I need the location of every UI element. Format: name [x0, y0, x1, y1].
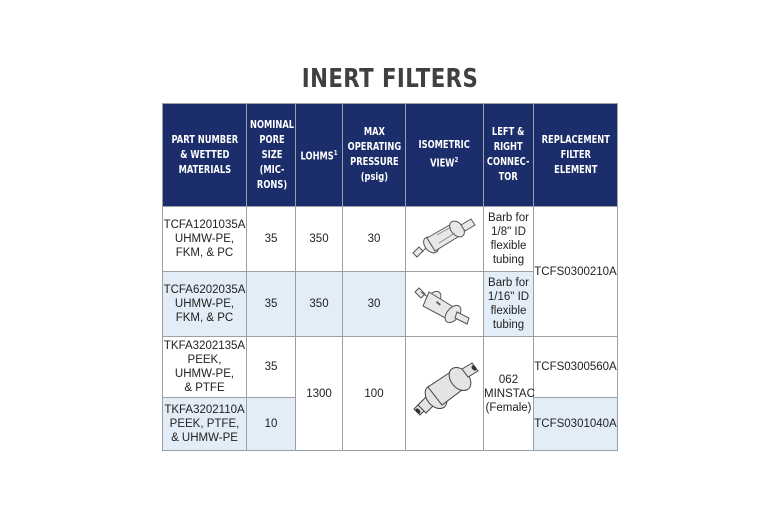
connector-cell: Barb for 1/8" ID flexible tubing	[484, 207, 534, 272]
header-part-number: PART NUMBER & WETTED MATERIALS	[163, 104, 247, 207]
header-pressure: MAX OPERATING PRESSURE (psig)	[343, 104, 406, 207]
connector-cell: Barb for 1/16" ID flexible tubing	[484, 272, 534, 337]
lohms-cell: 1300	[296, 337, 343, 451]
pore-cell: 35	[247, 272, 296, 337]
header-lohms: LOHMS$^1$	[296, 104, 343, 207]
barb-filter-1-16-icon	[409, 278, 481, 330]
part-cell: TKFA3202135A PEEK, UHMW-PE, & PTFE	[163, 337, 247, 398]
lohms-cell: 350	[296, 272, 343, 337]
replacement-cell: TCFS0300210A	[534, 207, 618, 337]
replacement-cell: TCFS0300560A	[534, 337, 618, 398]
page-title: INERT FILTERS	[301, 64, 479, 94]
pressure-cell: 30	[343, 272, 406, 337]
header-pore-size: NOMINAL PORE SIZE (MIC- RONS)	[247, 104, 296, 207]
replacement-cell: TCFS0301040A	[534, 398, 618, 451]
lohms-cell: 350	[296, 207, 343, 272]
table-row	[163, 337, 618, 398]
iso-cell	[406, 207, 484, 272]
table-row	[163, 207, 618, 272]
part-cell: TCFA1201035A UHMW-PE, FKM, & PC	[163, 207, 247, 272]
pore-cell: 10	[247, 398, 296, 451]
part-cell: TCFA6202035A UHMW-PE, FKM, & PC	[163, 272, 247, 337]
iso-cell	[406, 272, 484, 337]
header-connector: LEFT & RIGHT CONNEC- TOR	[484, 104, 534, 207]
header-isometric-view: ISOMETRIC VIEW$^2$	[406, 104, 484, 207]
iso-cell	[406, 337, 484, 451]
minstac-filter-icon	[408, 359, 482, 429]
pressure-cell: 100	[343, 337, 406, 451]
pressure-cell: 30	[343, 207, 406, 272]
pore-cell: 35	[247, 337, 296, 398]
connector-cell: 062 MINSTAC (Female)	[484, 337, 534, 451]
header-row	[163, 104, 618, 207]
part-cell: TKFA3202110A PEEK, PTFE, & UHMW-PE	[163, 398, 247, 451]
pore-cell: 35	[247, 207, 296, 272]
header-replacement: REPLACEMENT FILTER ELEMENT	[534, 104, 618, 207]
filters-table	[162, 103, 618, 451]
barb-filter-1-8-icon	[409, 213, 481, 265]
